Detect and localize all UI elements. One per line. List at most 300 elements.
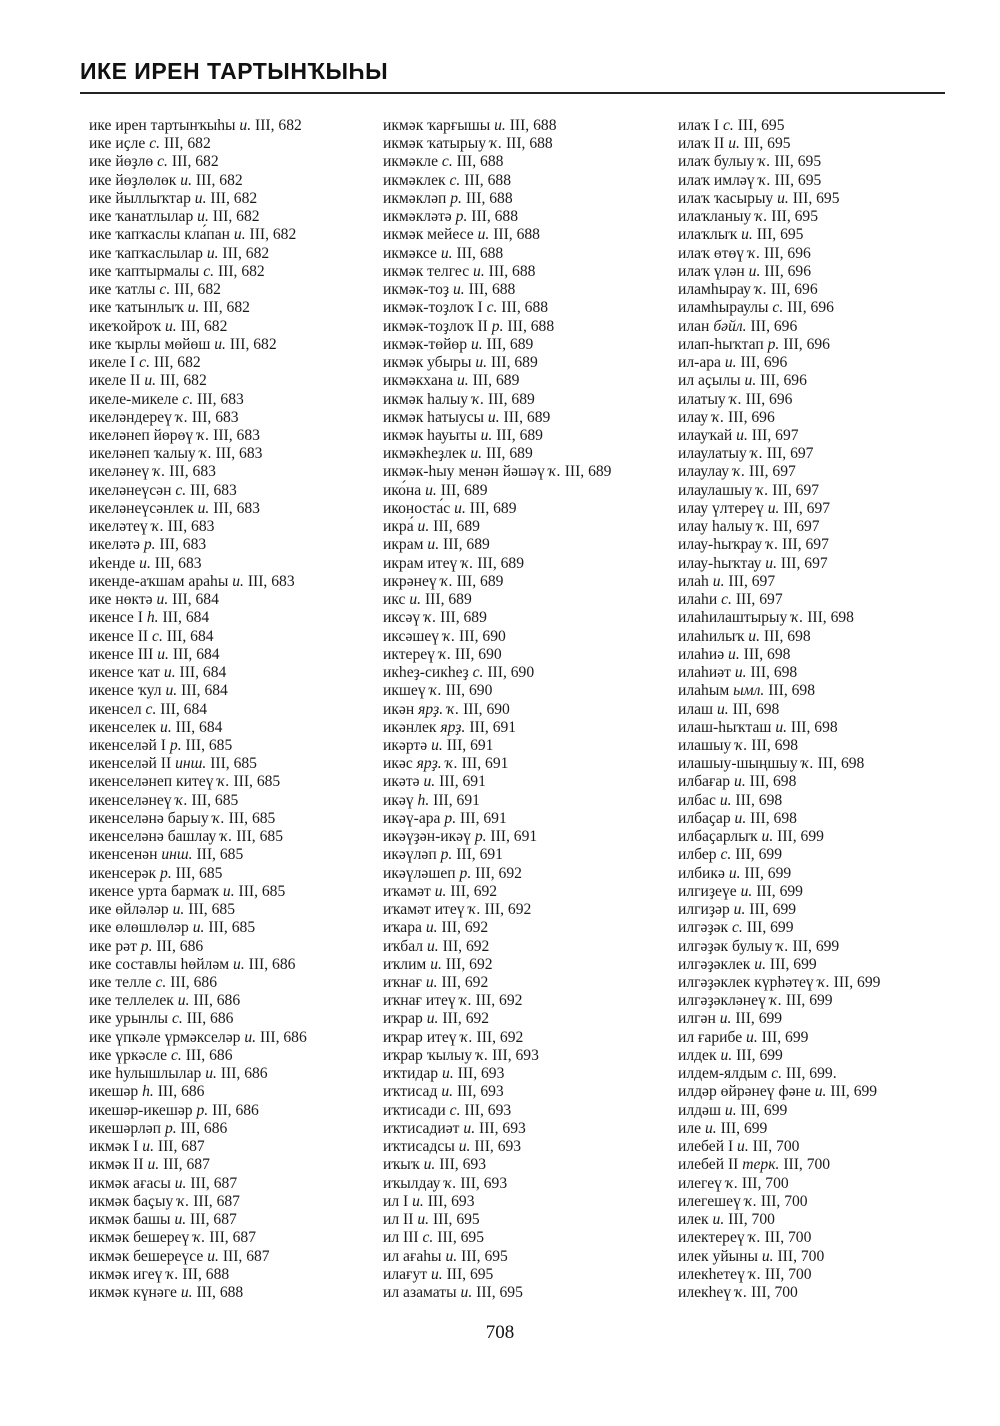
entry-abbreviation: с. (723, 117, 734, 134)
entry-reference: III, 686 (180, 1119, 228, 1137)
entry-word: икмәк башы (89, 1211, 171, 1229)
entry-abbreviation: ҡ. (766, 536, 779, 554)
entry-word: икеҡойроҡ (89, 317, 162, 335)
entry-word: икмәк игеү (89, 1265, 163, 1283)
entry-reference: III, 684 (181, 682, 228, 700)
entry-abbreviation: ҡ. (756, 481, 769, 499)
index-entry (678, 445, 880, 463)
entry-word: ике телле (89, 974, 152, 992)
entry-word: иле (678, 1119, 702, 1137)
index-entry (678, 409, 880, 427)
entry-reference: III, 695 (774, 171, 822, 189)
index-entry (89, 1047, 307, 1065)
index-entry (383, 190, 611, 208)
entry-abbreviation: ҡ. (166, 1265, 179, 1283)
index-entry (383, 773, 611, 791)
entry-abbreviation: ҡ. (776, 937, 789, 955)
entry-abbreviation: с. (449, 171, 461, 189)
index-entry (89, 1266, 307, 1284)
entry-abbreviation: ҡ. (735, 1284, 748, 1301)
entry-abbreviation: ҡ. (444, 1174, 457, 1192)
entry-reference: III, 695 (437, 1229, 485, 1247)
entry-reference: III, 688 (465, 189, 513, 207)
index-entry (678, 828, 880, 846)
entry-word: ике һулышлылар (89, 1065, 202, 1083)
entry-word: илдек (678, 1046, 717, 1064)
index-entry (383, 153, 611, 171)
index-entry (678, 172, 880, 190)
entry-word: икшеү (383, 682, 426, 700)
entry-abbreviation: с. (157, 153, 168, 171)
entry-abbreviation: ҡ. (220, 828, 233, 846)
entry-reference: III, 698 (743, 645, 791, 663)
index-entry (383, 391, 611, 409)
entry-word: иконоста́с (383, 499, 451, 517)
entry-reference: III, 688 (196, 1284, 244, 1301)
entry-reference: III, 682 (255, 117, 302, 134)
index-entry (678, 1010, 880, 1028)
entry-abbreviation: с. (772, 299, 784, 317)
entry-word: илаҡ имләү (678, 171, 755, 189)
entry-word: ил ғарибе (678, 1028, 743, 1046)
entry-word: иксәшеү (383, 627, 440, 645)
entry-reference: III, 699 (735, 846, 782, 864)
entry-reference: III, 682 (229, 335, 277, 353)
entry-abbreviation: и. (724, 354, 737, 372)
entry-reference: III, 697 (749, 463, 796, 481)
entry-word: илау (678, 408, 709, 426)
index-entry (678, 372, 880, 390)
entry-word: иҡтисад (383, 1083, 438, 1101)
entry-abbreviation: и. (458, 1138, 471, 1156)
entry-reference: III, 699 (785, 992, 833, 1010)
entry-abbreviation: и. (463, 1119, 476, 1137)
entry-word: икеле-микеле (89, 390, 179, 408)
index-entry (678, 573, 880, 591)
entry-abbreviation: и. (147, 1156, 160, 1174)
index-entry (678, 354, 880, 372)
entry-reference: III, 691 (460, 809, 507, 827)
entry-abbreviation: и. (206, 244, 219, 262)
entry-word: икеләнеү (89, 463, 150, 481)
index-entry (678, 628, 880, 646)
index-entry (89, 299, 307, 317)
index-entry (89, 1175, 307, 1193)
entry-word: илашыу-шыңшыу (678, 755, 798, 773)
index-entry (678, 1193, 880, 1211)
entry-reference: III, 689 (440, 481, 488, 499)
entry-word: иҡрар ҡылыу (383, 1046, 473, 1064)
entry-abbreviation: и. (177, 992, 190, 1010)
entry-reference: III, 697 (772, 481, 820, 499)
entry-reference: III, 684 (162, 609, 210, 627)
index-entry (383, 792, 611, 810)
entry-abbreviation: и. (423, 1156, 436, 1174)
entry-abbreviation: и. (740, 882, 753, 900)
entry-reference: III, 697 (772, 518, 820, 536)
index-entry (383, 172, 611, 190)
index-entry (678, 1175, 880, 1193)
entry-reference: III, 682 (180, 317, 228, 335)
entry-reference: III, 695 (432, 1211, 480, 1229)
entry-abbreviation: р. (160, 864, 172, 882)
entry-word: илбер (678, 846, 717, 864)
entry-reference: III, 686 (259, 1028, 307, 1046)
entry-abbreviation: р. (140, 937, 153, 955)
index-entry (89, 226, 307, 244)
index-entry (383, 318, 611, 336)
entry-reference: III, 698 (790, 718, 838, 736)
entry-abbreviation: с. (171, 1010, 183, 1028)
entry-reference: III, 695 (446, 1265, 494, 1283)
entry-reference: III, 696 (760, 372, 807, 390)
entry-reference: III, 695 (743, 135, 791, 153)
index-entry (89, 555, 307, 573)
entry-abbreviation: и. (765, 554, 777, 572)
entry-reference: III, 699 (746, 919, 794, 937)
entry-abbreviation: ҡ. (472, 390, 485, 408)
entry-reference: III, 696 (728, 408, 775, 426)
entry-word: ико́на (383, 481, 422, 499)
entry-word: илгәҙәклек (678, 955, 751, 973)
entry-reference: III, 683 (167, 518, 215, 536)
entry-abbreviation: ҡ. (791, 609, 804, 627)
entry-word: ике рәт (89, 937, 137, 955)
entry-word: илаулау (678, 463, 730, 481)
entry-abbreviation: ҡ. (548, 463, 561, 481)
entry-reference: III, 692 (475, 992, 523, 1010)
entry-reference: III, 687 (163, 1156, 210, 1174)
entry-abbreviation: и. (475, 354, 488, 372)
index-entry (678, 609, 880, 627)
entry-abbreviation: и. (728, 645, 740, 663)
entry-reference: III, 688 (464, 171, 511, 189)
index-column-3 (678, 117, 880, 1302)
index-entry (383, 646, 611, 664)
index-entry (678, 117, 880, 135)
entry-reference: III, 699 (756, 882, 803, 900)
entry-word: илдем-ялдым (678, 1065, 768, 1083)
entry-abbreviation: и. (480, 426, 493, 444)
entry-reference: III, 699 (761, 1028, 809, 1046)
entry-reference: III, 685 (238, 882, 286, 900)
index-entry (678, 1029, 880, 1047)
entry-reference: III, 698 (763, 627, 811, 645)
entry-abbreviation: ярҙ. ҡ. (418, 700, 460, 718)
entry-word: икән (383, 700, 415, 718)
entry-abbreviation: ҡ. (476, 1046, 489, 1064)
index-entry (89, 609, 307, 627)
entry-word: ике нөктә (89, 591, 153, 609)
entry-abbreviation: и. (737, 1138, 749, 1156)
entry-reference: III, 699 (777, 828, 824, 846)
entry-reference: III, 689 (440, 609, 487, 627)
entry-word: иҡылдау (383, 1174, 441, 1192)
entry-abbreviation: ҡ. (438, 645, 451, 663)
entry-abbreviation: һ. (142, 1083, 154, 1101)
entry-abbreviation: и. (440, 244, 453, 262)
index-entry (678, 463, 880, 481)
entry-reference: III, 684 (166, 627, 214, 645)
entry-reference: III, 697 (735, 591, 783, 609)
entry-word: илау һалыу (678, 518, 753, 536)
entry-word: иҡрар итеү (383, 1028, 457, 1046)
index-entry (383, 919, 611, 937)
entry-word: илашыу (678, 736, 732, 754)
entry-reference: III, 684 (179, 664, 227, 682)
entry-reference: III, 685 (191, 791, 239, 809)
entry-abbreviation: ҡ. (744, 1192, 757, 1210)
entry-word: икәүҙән-икәү (383, 828, 471, 846)
page-header-title: ИКЕ ИРЕН ТАРТЫНҠЫҺЫ (80, 58, 389, 84)
index-entry (89, 1211, 307, 1229)
index-entry (678, 865, 880, 883)
entry-reference: III, 699 (830, 1083, 878, 1101)
entry-abbreviation: ҡ. (755, 208, 768, 226)
entry-abbreviation: и. (139, 554, 151, 572)
entry-word: илгиҙеүе (678, 882, 737, 900)
entry-reference: III, 692 (442, 1010, 490, 1028)
index-entry (678, 974, 880, 992)
entry-word: илек (678, 1211, 709, 1229)
entry-abbreviation: и. (165, 682, 178, 700)
index-entry (678, 518, 880, 536)
index-entry (89, 263, 307, 281)
entry-word: икеләтә (89, 536, 140, 554)
index-entry (383, 828, 611, 846)
entry-word: икеләнеүсәнлек (89, 499, 194, 517)
entry-word: икра́ (383, 518, 414, 536)
entry-word: ике иҫле (89, 135, 146, 153)
entry-word: илегеү (678, 1174, 722, 1192)
index-entry (383, 208, 611, 226)
entry-abbreviation: ҡ. (769, 992, 782, 1010)
entry-word: илегешеү (678, 1192, 741, 1210)
entry-abbreviation: и. (460, 1284, 473, 1301)
entry-reference: III, 682 (174, 281, 221, 299)
entry-reference: III, 698 (732, 700, 780, 718)
entry-word: ике үркәсле (89, 1046, 168, 1064)
index-entry (89, 500, 307, 518)
entry-word: икәү-ара (383, 809, 441, 827)
entry-abbreviation: ҡ. (711, 408, 725, 426)
index-entry (383, 518, 611, 536)
entry-word: икмәкләп (383, 189, 447, 207)
entry-reference: III, 699 (833, 974, 881, 992)
entry-word: икенсе ҡул (89, 682, 162, 700)
entry-word: икеле I (89, 354, 136, 372)
entry-abbreviation: ҡ. (748, 1265, 761, 1283)
entry-reference: III, 692 (442, 937, 490, 955)
entry-reference: III, 685 (208, 919, 256, 937)
entry-abbreviation: ҡ. (489, 135, 503, 153)
entry-abbreviation: с. (732, 919, 743, 937)
index-entry (89, 646, 307, 664)
index-entry (89, 1156, 307, 1174)
entry-reference: III, 689 (503, 408, 551, 426)
entry-reference: III, 682 (212, 208, 260, 226)
entry-reference: III, 685 (175, 864, 223, 882)
entry-abbreviation: с. (145, 700, 157, 718)
entry-reference: III, 689 (443, 536, 490, 554)
entry-word: икенсенән (89, 846, 158, 864)
entry-word: илаҡлыҡ (678, 226, 738, 244)
index-entry (383, 1010, 611, 1028)
entry-abbreviation: и. (157, 645, 169, 663)
index-entry (89, 956, 307, 974)
index-entry (89, 1229, 307, 1247)
entry-abbreviation: с. (449, 1101, 461, 1119)
index-entry (678, 190, 880, 208)
index-entry (89, 318, 307, 336)
entry-reference: III, 689 (456, 572, 504, 590)
index-entry (383, 463, 611, 481)
index-entry (383, 336, 611, 354)
index-entry (383, 846, 611, 864)
entry-abbreviation: ҡ. (748, 1229, 761, 1247)
entry-abbreviation: ҡ. (151, 518, 164, 536)
entry-reference: III, 689 (472, 372, 520, 390)
index-entry (383, 445, 611, 463)
entry-word: икмәк һатыусы (383, 408, 484, 426)
entry-reference: III, 688 (456, 153, 504, 171)
entry-reference: III, 691 (456, 846, 503, 864)
index-entry (678, 901, 880, 919)
index-entry (678, 846, 880, 864)
entry-abbreviation: и. (412, 1192, 424, 1210)
entry-word: иҡнағ итеү (383, 992, 456, 1010)
entry-reference: III, 690 (445, 682, 493, 700)
entry-word: илаш (678, 700, 714, 718)
entry-reference: III, 686 (186, 1010, 234, 1028)
entry-abbreviation: и. (417, 518, 430, 536)
entry-abbreviation: и. (425, 974, 438, 992)
entry-word: икмәк убыры (383, 354, 472, 372)
entry-word: илаулатыу (678, 445, 747, 463)
entry-abbreviation: и. (454, 499, 466, 517)
entry-word: икенсе ҡат (89, 664, 161, 682)
index-entry (383, 1175, 611, 1193)
entry-word: ил-ара (678, 354, 721, 372)
index-entry (383, 1083, 611, 1101)
entry-reference: III, 693 (479, 1119, 526, 1137)
entry-abbreviation: и. (748, 262, 761, 280)
entry-reference: III, 691 (433, 791, 480, 809)
entry-reference: III, 685 (196, 846, 244, 864)
entry-abbreviation: ҡ. (758, 153, 771, 171)
entry-word: илбикә (678, 864, 725, 882)
entry-reference: III, 695 (737, 117, 785, 134)
index-entry (383, 974, 611, 992)
entry-word: икмәк-тоҙлоҡ II (383, 317, 488, 335)
entry-word: иҡара (383, 919, 422, 937)
entry-abbreviation: и. (163, 664, 176, 682)
entry-reference: III, 698 (750, 809, 797, 827)
entry-abbreviation: и. (477, 226, 490, 244)
entry-abbreviation: с. (159, 281, 171, 299)
entry-word: икмәк ағасы (89, 1174, 171, 1192)
entry-reference: III, 697 (782, 536, 829, 554)
index-entry (678, 701, 880, 719)
entry-reference: III, 688 (182, 1265, 230, 1283)
entry-word: иҡрар (383, 1010, 423, 1028)
index-entry (89, 773, 307, 791)
entry-abbreviation: ҡ. (440, 572, 453, 590)
entry-abbreviation: и. (754, 955, 766, 973)
index-entry (678, 1266, 880, 1284)
entry-word: илаҡ I (678, 117, 720, 134)
entry-abbreviation: с. (175, 481, 187, 499)
index-entry (89, 865, 307, 883)
entry-reference: III, 691 (439, 773, 486, 791)
index-entry (89, 664, 307, 682)
entry-reference: III, 699 (749, 901, 797, 919)
index-entry (678, 646, 880, 664)
entry-abbreviation: р. (474, 828, 487, 846)
index-entry (89, 1248, 307, 1266)
index-entry (678, 719, 880, 737)
index-entry (89, 755, 307, 773)
entry-abbreviation: и. (197, 499, 210, 517)
index-entry (383, 482, 611, 500)
entry-word: икмәк II (89, 1156, 144, 1174)
entry-word: икеләнеп йөрөү (89, 426, 194, 444)
entry-word: ил ағаһы (383, 1247, 442, 1265)
index-entry (89, 810, 307, 828)
entry-abbreviation: с. (771, 1065, 783, 1083)
entry-abbreviation: с. (182, 390, 194, 408)
index-entry (678, 792, 880, 810)
entry-word: илаһи (678, 591, 718, 609)
entry-word: ил III (383, 1229, 419, 1247)
entry-abbreviation: һ. (146, 609, 159, 627)
entry-word: илағут (383, 1265, 428, 1283)
entry-word: илауҡай (678, 426, 733, 444)
index-entry (89, 409, 307, 427)
index-entry (89, 354, 307, 372)
entry-reference: III, 688 (509, 117, 557, 134)
entry-reference: III, 696 (740, 354, 788, 372)
entry-word: илаҡ өтөү (678, 244, 745, 262)
entry-abbreviation: и. (442, 1065, 454, 1083)
entry-reference: III, 683 (215, 445, 263, 463)
entry-reference: III, 698 (817, 755, 865, 773)
index-entry (383, 1156, 611, 1174)
entry-word: ике ҡатлы (89, 281, 156, 299)
index-entry (678, 956, 880, 974)
entry-reference: III, 682 (163, 135, 211, 153)
entry-abbreviation: и. (207, 1247, 219, 1265)
index-entry (89, 117, 307, 135)
entry-abbreviation: инш. (175, 755, 207, 773)
entry-abbreviation: с. (472, 664, 484, 682)
entry-abbreviation: с. (441, 153, 453, 171)
index-entry (383, 719, 611, 737)
entry-word: икрам (383, 536, 424, 554)
entry-word: икенсел (89, 700, 142, 718)
entry-abbreviation: и. (214, 335, 226, 353)
index-entry (383, 135, 611, 153)
entry-word: икмәк һалыу (383, 390, 469, 408)
entry-word: икенселәнә башлау (89, 828, 217, 846)
entry-abbreviation: и. (744, 372, 757, 390)
entry-reference: III, 700 (760, 1192, 808, 1210)
entry-reference: III, 698 (751, 736, 799, 754)
entry-reference: III, 690 (463, 700, 510, 718)
entry-abbreviation: и. (164, 317, 177, 335)
entry-word: ике үпкәле үрмәкселәр (89, 1028, 241, 1046)
index-entry (383, 628, 611, 646)
